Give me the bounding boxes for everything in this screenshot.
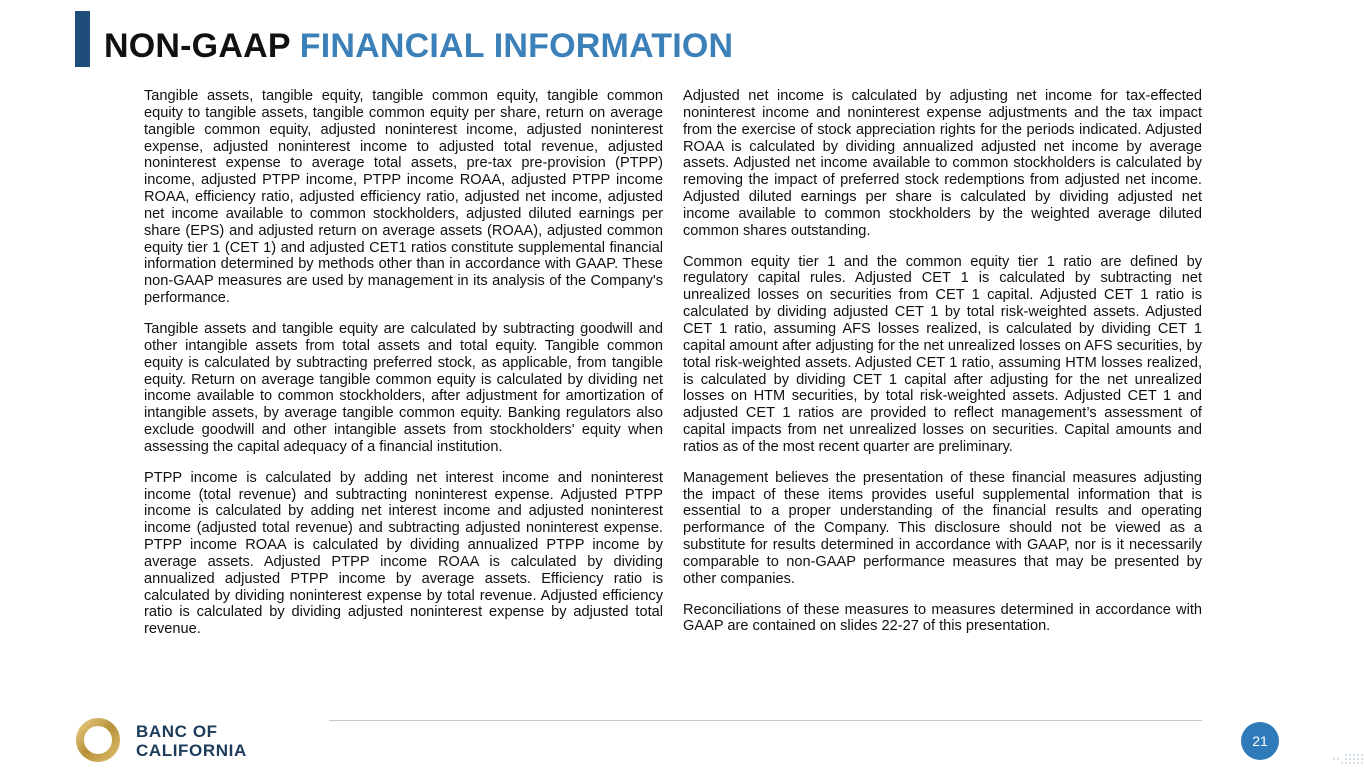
logo-line-2: CALIFORNIA bbox=[136, 741, 247, 760]
paragraph: Common equity tier 1 and the common equity tier 1 ratio are defined by regulatory capital rules. Adjusted CET 1 is calculated by subtracting net unrealized losses on securities from CET 1 capital. Adjusted CET 1 ratio is calculated by dividing adjusted CET 1 by total risk-weighted assets. Adjusted CET 1 ratio, assuming AFS losses realized, is calculated by dividing CET 1 capital amount after adjusting for the net unrealized losses on AFS securities, by total risk-weighted assets. Adjusted CET 1 ratio, assuming HTM losses realized, is calculated by dividing CET 1 capital after adjusting for the net unrealized losses on HTM securities, by total risk-weighted assets. Adjusted CET 1 and adjusted CET 1 ratios are provided to reflect management’s assessment of capital impacts from net unrealized losses on securities. Capital amounts and ratios as of the most recent quarter are preliminary. bbox=[683, 253, 1202, 455]
paragraph: PTPP income is calculated by adding net interest income and noninterest income (total revenue) and subtracting noninterest expense. Adjusted PTPP income is calculated by adding net interest income and adjusted noninterest income (adjusted total revenue) and subtracting adjusted noninterest expense. PTPP income ROAA is calculated by dividing annualized PTPP income by average assets. Adjusted PTPP income ROAA is calculated by dividing annualized adjusted PTPP income by average assets. Efficiency ratio is calculated by dividing noninterest expense by total revenue. Adjusted efficiency ratio is calculated by dividing adjusted noninterest expense by adjusted total revenue. bbox=[144, 469, 663, 638]
footer-divider bbox=[329, 720, 1202, 721]
paragraph: Reconciliations of these measures to measures determined in accordance with GAAP are contained on slides 22-27 of this presentation. bbox=[683, 601, 1202, 635]
title-accent-bar bbox=[75, 11, 90, 67]
logo-line-1: BANC OF bbox=[136, 722, 218, 741]
title-part-2: FINANCIAL INFORMATION bbox=[299, 27, 734, 65]
paragraph: Tangible assets, tangible equity, tangible common equity, tangible common equity to tangible assets, tangible common equity per share, return on average tangible common equity, adjusted noninterest income, adjusted noninterest expense, adjusted noninterest income to adjusted total revenue, adjusted noninterest expense to average total assets, pre-tax pre-provision (PTPP) income, adjusted PTPP income, PTPP income ROAA, adjusted PTPP income ROAA, efficiency ratio, adjusted efficiency ratio, adjusted net income, adjusted net income available to common stockholders, adjusted diluted earnings per share (EPS) and adjusted return on average assets (ROAA), adjusted common equity tier 1 (CET 1) and adjusted CET1 ratios constitute supplemental financial information determined by methods other than in accordance with GAAP. These non-GAAP measures are used by management in its analysis of the Company's performance. bbox=[144, 88, 663, 307]
slide-title bbox=[104, 26, 733, 66]
dotted-grid-icon bbox=[1330, 752, 1365, 766]
right-text-column bbox=[683, 88, 1202, 649]
logo-ring-icon bbox=[74, 716, 122, 764]
title-part-1: NON-GAAP bbox=[104, 27, 291, 65]
left-text-column bbox=[144, 88, 663, 652]
paragraph: Adjusted net income is calculated by adjusting net income for tax-effected noninterest income and noninterest expense adjustments and the tax impact from the exercise of stock appreciation rights for the periods indicated. Adjusted ROAA is calculated by dividing annualized adjusted net income by average assets. Adjusted net income available to common stockholders is calculated by removing the impact of preferred stock redemptions from adjusted net income. Adjusted diluted earnings per share is calculated by dividing adjusted net income available to common stockholders by the weighted average diluted common shares outstanding. bbox=[683, 88, 1202, 239]
banc-of-california-logo bbox=[74, 715, 256, 765]
logo-wordmark bbox=[136, 722, 247, 760]
page-number-badge: 21 bbox=[1241, 722, 1279, 760]
paragraph: Management believes the presentation of these financial measures adjusting the impact of these items provides useful supplemental information that is essential to a proper understanding of the financial results and operating performance of the Company. This disclosure should not be viewed as a substitute for results determined in accordance with GAAP, nor is it necessarily comparable to non-GAAP performance measures that may be presented by other companies. bbox=[683, 469, 1202, 587]
paragraph: Tangible assets and tangible equity are calculated by subtracting goodwill and other intangible assets from total assets and total equity. Tangible common equity is calculated by subtracting preferred stock, as applicable, from tangible equity. Return on average tangible common equity is calculated by dividing net income available to common stockholders, after adjustment for amortization of intangible assets, by average tangible common equity. Banking regulators also exclude goodwill and other intangible assets from stockholders' equity when assessing the capital adequacy of a financial institution. bbox=[144, 320, 663, 455]
